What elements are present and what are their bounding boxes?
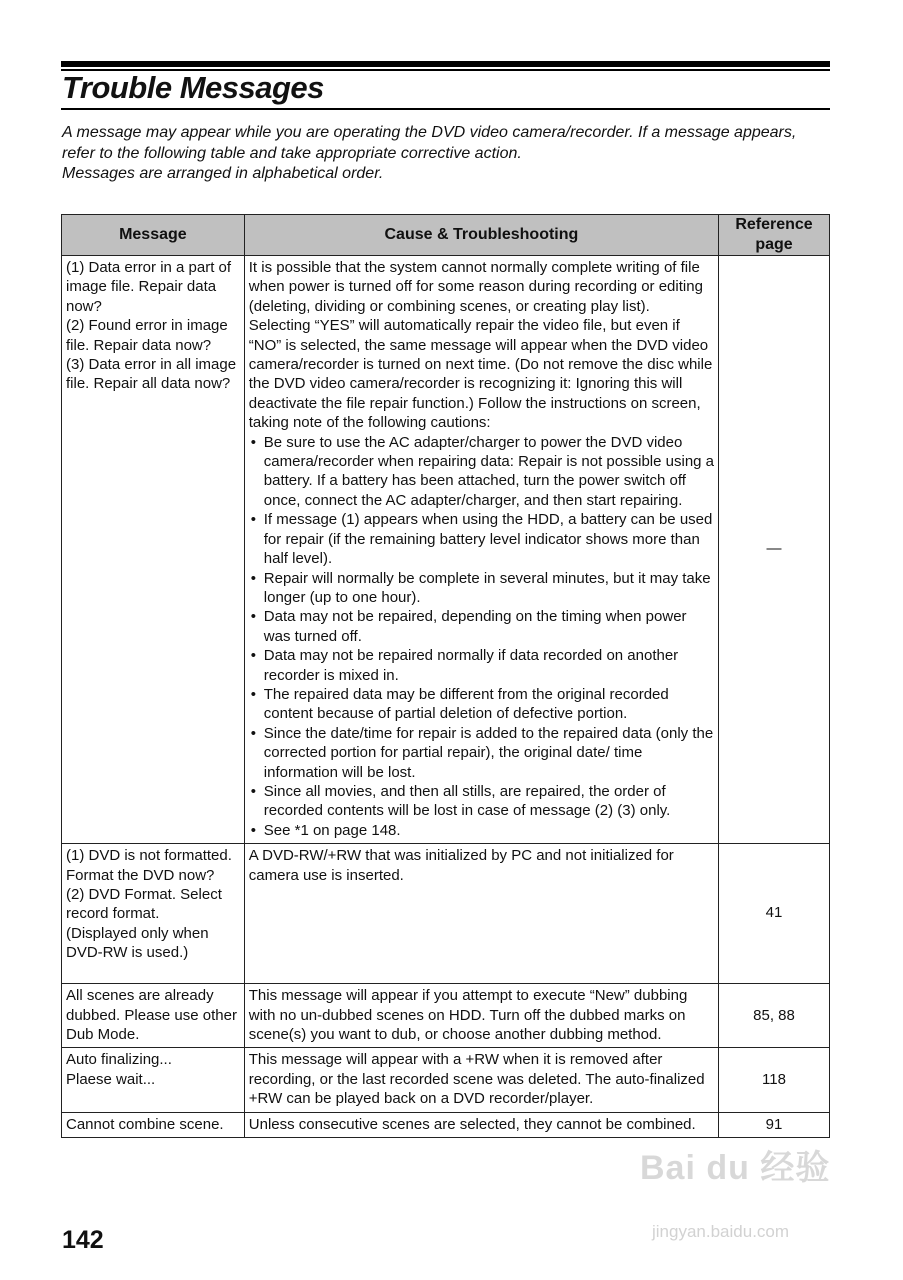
- header-cause: Cause & Troubleshooting: [244, 215, 718, 256]
- trouble-messages-table: [61, 214, 830, 1138]
- cause-text: It is possible that the system cannot normally complete writing of file when power is turned off for some reason during recording or editing (deleting, dividing or combining scenes, or creating play list). Selecting “YES” will automatically repair the video file, but even if “NO” is selected, the same message will appear when the DVD video camera/recorder is turned on next time. (Do not remove the disc while the DVD video camera/recorder is recognizing it: Ignoring this will deactivate the file repair function.) Follow the instructions on screen, taking note of the following cautions:: [248, 259, 713, 432]
- header-reference-page: Reference page: [719, 215, 830, 256]
- page-title: Trouble Messages: [62, 70, 324, 105]
- message-line: Plaese wait...: [66, 1070, 156, 1088]
- intro-paragraph: Messages are arranged in alphabetical order.: [62, 165, 384, 182]
- title-underline: [61, 108, 830, 110]
- message-cell: [62, 844, 245, 984]
- table-row: [62, 1112, 830, 1137]
- message-cell: [62, 984, 245, 1048]
- page-number: 142: [62, 1226, 104, 1254]
- list-item: • Be sure to use the AC adapter/charger to power the DVD video camera/recorder when repairing data: Repair is not possible using a battery. If a battery has been attached, turn the power switch off once, connect the AC adapter/charger, and then start repairing.: [249, 433, 714, 511]
- top-rule-thick: [61, 61, 830, 67]
- message-line: Auto finalizing...: [66, 1051, 172, 1069]
- cause-cell: Unless consecutive scenes are selected, they cannot be combined.: [244, 1112, 718, 1137]
- message-line: (1) Data error in a part of image file. Repair data now?: [66, 259, 232, 315]
- reference-page-cell: 85, 88: [719, 984, 830, 1048]
- message-line: (1) DVD is not formatted. Format the DVD now?: [66, 847, 232, 884]
- message-cell: [62, 1112, 245, 1137]
- cause-cell: [244, 256, 718, 844]
- baidu-watermark-url: jingyan.baidu.com: [652, 1222, 790, 1241]
- message-line: (2) Found error in image file. Repair data now?: [66, 317, 228, 354]
- intro-text: [62, 123, 832, 185]
- table-header-row: [62, 215, 830, 256]
- list-item: • Since all movies, and then all stills, are repaired, the order of recorded contents will be lost in case of message (2) (3) only.: [249, 782, 714, 821]
- cause-cell: This message will appear with a +RW when it is removed after recording, or the last recorded scene was deleted. The auto-finalized +RW can be played back on a DVD recorder/player.: [244, 1048, 718, 1112]
- reference-page-cell: —: [719, 256, 830, 844]
- intro-paragraph: A message may appear while you are operating the DVD video camera/recorder. If a message appears, refer to the following table and take appropriate corrective action.: [62, 124, 797, 162]
- list-item: • Since the date/time for repair is added to the repaired data (only the corrected portion for partial repair), the original date/ time information will be lost.: [249, 724, 714, 782]
- reference-page-cell: 118: [719, 1048, 830, 1112]
- message-line: (Displayed only when DVD-RW is used.): [66, 924, 209, 962]
- message-line: (2) DVD Format. Select record format.: [66, 886, 222, 923]
- message-line: Cannot combine scene.: [66, 1115, 224, 1133]
- cautions-list: [249, 433, 714, 841]
- reference-page-cell: 91: [719, 1112, 830, 1137]
- table-row: [62, 844, 830, 984]
- message-cell: [62, 1048, 245, 1112]
- list-item: • The repaired data may be different from the original recorded content because of partial deletion of defective portion.: [249, 685, 714, 724]
- list-item: • If message (1) appears when using the HDD, a battery can be used for repair (if the remaining battery level indicator shows more than half level).: [249, 510, 714, 568]
- message-line: All scenes are already dubbed. Please use other Dub Mode.: [66, 987, 237, 1043]
- cause-cell: This message will appear if you attempt to execute “New” dubbing with no un-dubbed scenes on HDD. Turn off the dubbed marks on scene(s) you want to dub, or choose another dubbing method.: [244, 984, 718, 1048]
- message-cell: [62, 256, 245, 844]
- list-item: • Data may not be repaired, depending on the timing when power was turned off.: [249, 607, 714, 646]
- header-message: Message: [62, 215, 245, 256]
- table-row: [62, 256, 830, 844]
- reference-page-cell: 41: [719, 844, 830, 984]
- list-item: • Repair will normally be complete in several minutes, but it may take longer (up to one hour).: [249, 569, 714, 608]
- table-row: [62, 1048, 830, 1112]
- cause-cell: A DVD-RW/+RW that was initialized by PC and not initialized for camera use is inserted.: [244, 844, 718, 984]
- list-item: • See *1 on page 148.: [249, 821, 714, 840]
- message-line: (3) Data error in all image file. Repair all data now?: [66, 356, 237, 393]
- list-item: • Data may not be repaired normally if data recorded on another recorder is mixed in.: [249, 646, 714, 685]
- table-row: [62, 984, 830, 1048]
- baidu-watermark-logo: Bai du 经验: [640, 1149, 831, 1187]
